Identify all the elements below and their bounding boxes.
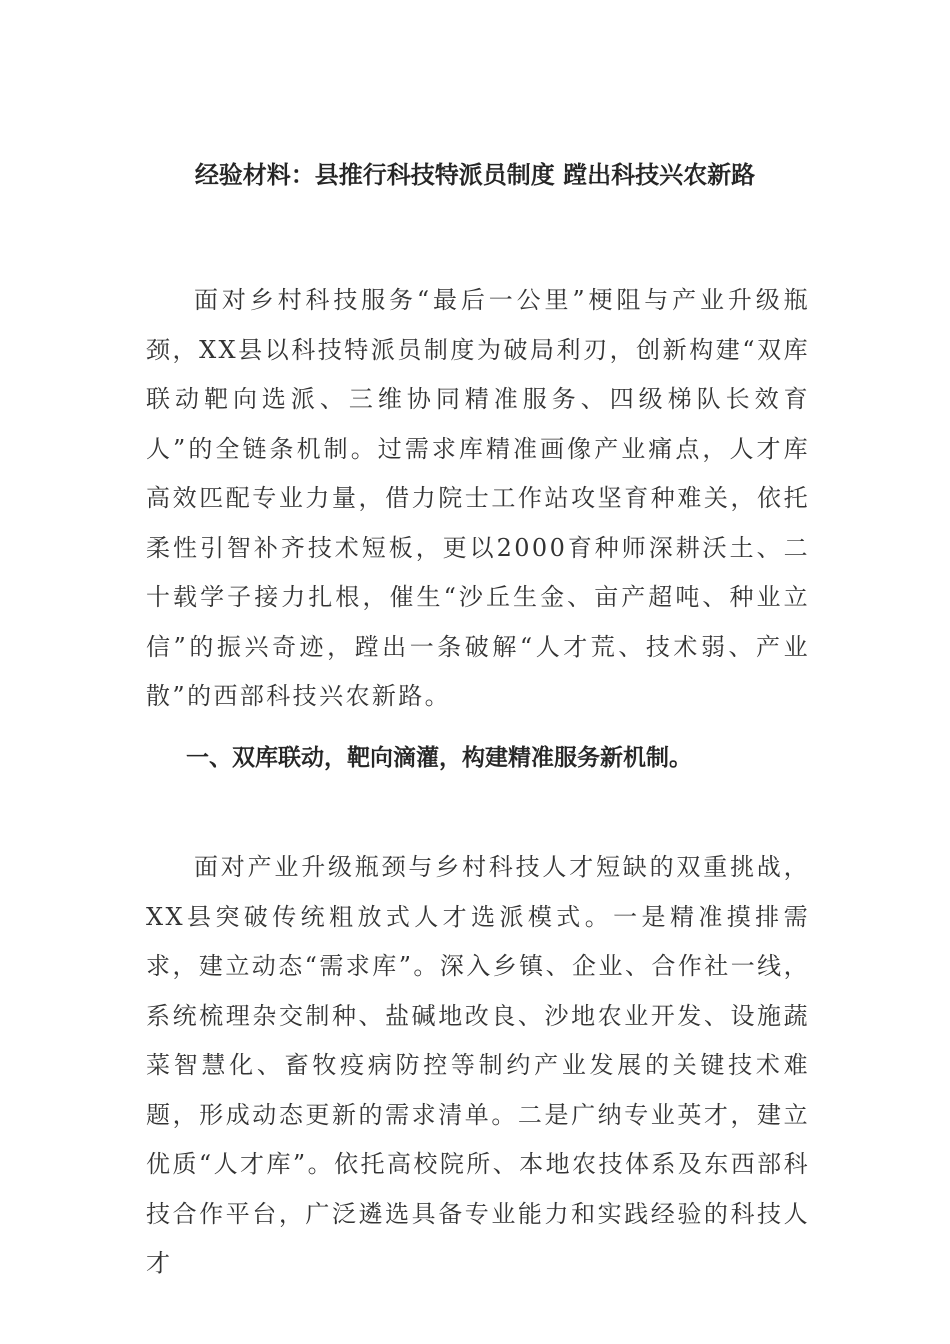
intro-paragraph: 面对乡村科技服务“最后一公里”梗阻与产业升级瓶颈，XX县以科技特派员制度为破局利刃，创新构建“双库联动靶向选派、三维协同精准服务、四级梯队长效育人”的全链条机制。过需求库精准画像产业痛点，人才库高效匹配专业力量，借力院士工作站攻坚育种难关，依托柔性引智补齐技术短板，更以2000育种师深耕沃土、二十载学子接力扎根，催生“沙丘生金、亩产超吨、种业立信”的振兴奇迹，蹚出一条破解“人才荒、技术弱、产业散”的西部科技兴农新路。 bbox=[146, 286, 810, 710]
section-paragraph: 面对产业升级瓶颈与乡村科技人才短缺的双重挑战，XX县突破传统粗放式人才选派模式。一是精准摸排需求，建立动态“需求库”。深入乡镇、企业、合作社一线，系统梳理杂交制种、盐碱地改良、沙地农业开发、设施蔬菜智慧化、畜牧疫病防控等制约产业发展的关键技术难题，形成动态更新的需求清单。二是广纳专业英才，建立优质“人才库”。依托高校院所、本地农技体系及东西部科技合作平台，广泛遴选具备专业能力和实践经验的科技人才 bbox=[146, 853, 810, 1277]
section-heading: 一、双库联动，靶向滴灌，构建精准服务新机制。 bbox=[186, 745, 692, 771]
document-title: 经验材料：县推行科技特派员制度 蹚出科技兴农新路 bbox=[194, 161, 756, 189]
